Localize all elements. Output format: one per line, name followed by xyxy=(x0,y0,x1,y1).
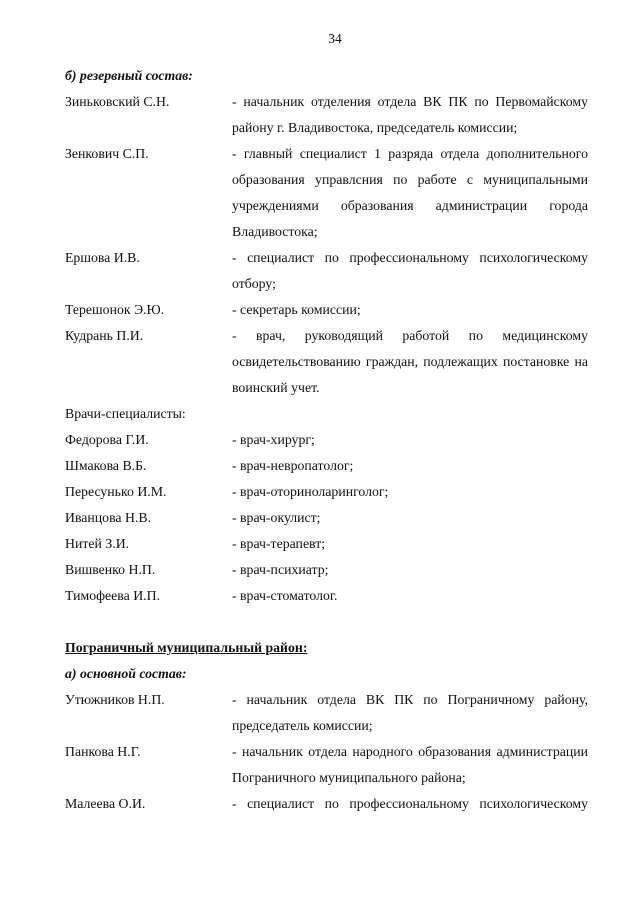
member-role: - специалист по профессиональному психологическому xyxy=(232,796,588,811)
doctor-name: Иванцова Н.В. xyxy=(65,510,152,525)
member-row xyxy=(65,323,588,401)
main-composition-heading: а) основной состав: xyxy=(65,666,187,681)
doctor-role: - врач-оториноларинголог; xyxy=(232,484,389,499)
district-title: Пограничный муниципальный район: xyxy=(65,640,308,655)
doctor-name: Тимофеева И.П. xyxy=(65,588,161,603)
doctor-role: - врач-терапевт; xyxy=(232,536,326,551)
member-name: Зенкович С.П. xyxy=(65,146,149,161)
doctor-row xyxy=(65,427,588,453)
member-name: Терешонок Э.Ю. xyxy=(65,302,165,317)
document-body xyxy=(65,63,588,817)
member-name: Утюжников Н.П. xyxy=(65,692,165,707)
member-role: - начальник отдела ВК ПК по Пограничному району, председатель комиссии; xyxy=(232,692,588,733)
member-row xyxy=(65,245,588,297)
member-role: - начальник отделения отдела ВК ПК по Первомайскому району г. Владивостока, председатель комиссии; xyxy=(232,94,588,135)
doctor-role: - врач-невропатолог; xyxy=(232,458,354,473)
member-name: Малеева О.И. xyxy=(65,796,146,811)
member-row xyxy=(65,141,588,245)
doctor-role: - врач-психиатр; xyxy=(232,562,329,577)
member-role: - главный специалист 1 разряда отдела дополнительного образования управлсния по работе с муниципальными учреждениями образования администрации города Владивостока; xyxy=(232,146,588,239)
doctor-name: Вишвенко Н.П. xyxy=(65,562,156,577)
doctor-name: Шмакова В.Б. xyxy=(65,458,147,473)
member-name: Панкова Н.Г. xyxy=(65,744,141,759)
doctor-role: - врач-хирург; xyxy=(232,432,315,447)
doctor-row xyxy=(65,583,588,609)
doctor-row xyxy=(65,479,588,505)
member-row xyxy=(65,297,588,323)
doctor-name: Нитей З.И. xyxy=(65,536,130,551)
doctor-name: Пересунько И.М. xyxy=(65,484,167,499)
doctor-row xyxy=(65,505,588,531)
member-name: Зиньковский С.Н. xyxy=(65,94,170,109)
member-name: Ершова И.В. xyxy=(65,250,140,265)
member-role: - специалист по профессиональному психологическому отбору; xyxy=(232,250,588,291)
member-role: - секретарь комиссии; xyxy=(232,302,361,317)
member-row xyxy=(65,687,588,739)
doctor-row xyxy=(65,531,588,557)
member-row xyxy=(65,739,588,791)
doctors-label: Врачи-специалисты: xyxy=(65,406,186,421)
member-name: Кудрань П.И. xyxy=(65,328,144,343)
doctor-row xyxy=(65,557,588,583)
member-row xyxy=(65,89,588,141)
member-role: - начальник отдела народного образования администрации Пограничного муниципального района; xyxy=(232,744,588,785)
doctor-role: - врач-стоматолог. xyxy=(232,588,338,603)
member-role: - врач, руководящий работой по медицинскому освидетельствованию граждан, подлежащих постановке на воинский учет. xyxy=(232,328,588,395)
doctor-row xyxy=(65,453,588,479)
reserve-heading: б) резервный состав: xyxy=(65,68,193,83)
member-row xyxy=(65,791,588,817)
doctor-name: Федорова Г.И. xyxy=(65,432,149,447)
page-number: 34 xyxy=(328,31,342,46)
doctor-role: - врач-окулист; xyxy=(232,510,321,525)
